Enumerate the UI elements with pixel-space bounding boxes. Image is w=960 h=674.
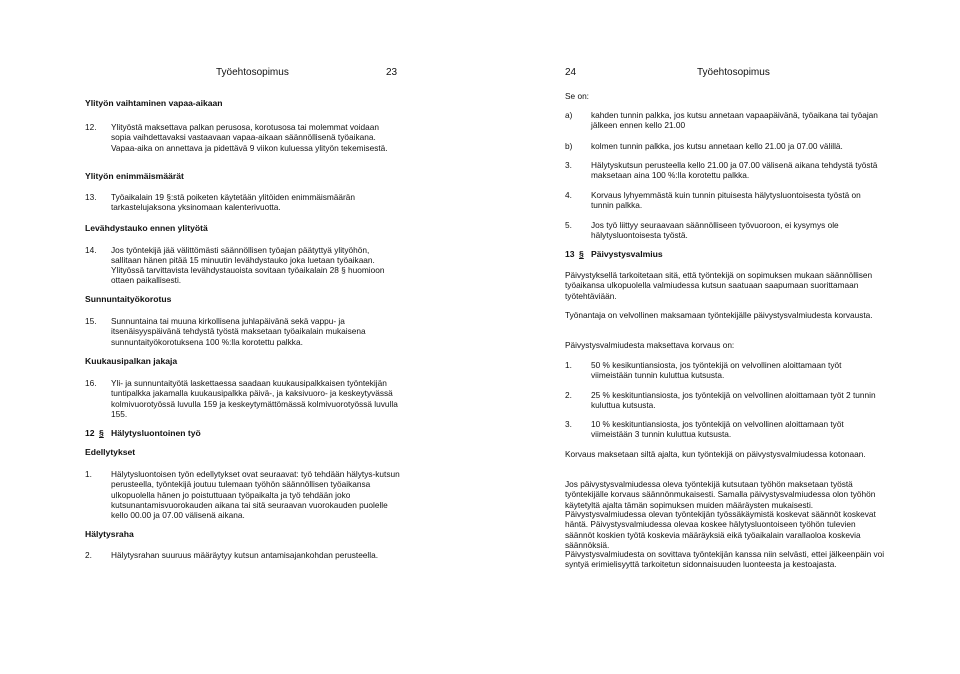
- korvaus-item-1: 50 % kesikuntiansiosta, jos työntekijä on velvollinen aloittamaan työt viimeistään tunnin kuluttua kutsusta.: [591, 360, 842, 381]
- paragraph-r3: Hälytyskutsun perusteella kello 21.00 ja 07.00 välisenä aikana tehdystä työstä maksetaan aina 100 %:lla korotettu palkka.: [591, 160, 878, 181]
- section-symbol: §: [99, 428, 104, 438]
- item-number: 16.: [85, 378, 97, 388]
- right-page-number: 24: [565, 67, 577, 78]
- paragraph-4: Korvaus maksetaan siltä ajalta, kun työntekijä on päivystysvalmiudessa kotonaan.: [565, 449, 866, 459]
- korvaus-item-2: 25 % keskituntiansiosta, jos työntekijä on velvollinen aloittamaan työt 2 tunnin kuluttua kutsusta.: [591, 390, 876, 411]
- item-number: 4.: [565, 190, 572, 200]
- paragraph-2: Työnantaja on velvollinen maksamaan työntekijälle päivystysvalmiudesta korvausta.: [565, 310, 873, 320]
- item-number: 14.: [85, 245, 97, 255]
- right-header-title: Työehtosopimus: [697, 67, 770, 78]
- paragraph-r4: Korvaus lyhyemmästä kuin tunnin pituisesta hälytysluontoisesta työstä on tunnin palkka.: [591, 190, 861, 211]
- paragraph-12: Ylityöstä maksettava palkan perusosa, korotusosa tai molemmat voidaan sopia vaihdettavaksi vastaavaan vapaa-aikaan säännöllisenä työaikana. Vapaa-aika on annettava ja pidettävä 9 viikon kuluessa ylityön tekemisestä.: [111, 122, 388, 153]
- paragraph-7: Päivystysvalmiudesta on sovittava työntekijän kanssa niin selvästi, ettei jälkeenpäin voi syntyä erimielisyyttä tarkoitetun sidonnaisuuden luonteesta ja kestoajasta.: [565, 549, 885, 570]
- section-12-number: 12: [85, 428, 95, 438]
- section-13-number: 13: [565, 249, 575, 259]
- heading-halytysraha: Hälytysraha: [85, 529, 134, 539]
- item-number: 1.: [565, 360, 572, 370]
- item-number: 3.: [565, 160, 572, 170]
- heading-kuukausipalkan-jakaja: Kuukausipalkan jakaja: [85, 356, 178, 366]
- paragraph-3: Päivystysvalmiudesta maksettava korvaus on:: [565, 340, 735, 350]
- paragraph-14b: Ylityössä tarvittavista levähdystauoista sovitaan työaikalain 28 § huomioon ottaen paikallisesti.: [111, 265, 385, 286]
- korvaus-item-3: 10 % keskituntiansiosta, jos työntekijä on velvollinen aloittamaan työt viimeistään 3 tunnin kuluttua kutsusta.: [591, 419, 844, 440]
- list-label-b: b): [565, 141, 573, 151]
- item-number: 2.: [565, 390, 572, 400]
- heading-ylityon-vaihtaminen: Ylityön vaihtaminen vapaa-aikaan: [85, 98, 223, 108]
- paragraph-14a: Jos työntekijä jää välittömästi säännöllisen työajan päätyttyä ylityöhön, sallitaan hänen pitää 15 minuutin levähdystauko joka luetaan työaikaan.: [111, 245, 375, 266]
- paragraph-1: Päivystyksellä tarkoitetaan sitä, että työntekijä on sopimuksen mukaan säännöllisen työaikansa ulkopuolella valmiudessa kutsun saatuaan saapumaan suorittamaan työtehtäviään.: [565, 270, 873, 301]
- heading-levahdystauko: Levähdystauko ennen ylityötä: [85, 223, 208, 233]
- heading-sunnuntaityokorotus: Sunnuntaityökorotus: [85, 294, 172, 304]
- section-12-title: Hälytysluontoinen työ: [111, 428, 201, 438]
- heading-edellytykset: Edellytykset: [85, 447, 136, 457]
- paragraph-r5: Jos työ liittyy seuraavaan säännölliseen työvuoroon, ei kysymys ole hälytysluontoisesta työstä.: [591, 220, 839, 241]
- list-item-b: kolmen tunnin palkka, jos kutsu annetaan kello 21.00 ja 07.00 välillä.: [591, 141, 843, 151]
- paragraph-15: Sunnuntaina tai muuna kirkollisena juhlapäivänä sekä vappu- ja itsenäisyyspäivänä tehdystä työstä maksetaan työaikalain mukaisena sunnuntaityökorotuksena 100 %:lla korotettu palkka.: [111, 316, 366, 347]
- item-number: 1.: [85, 469, 92, 479]
- item-number: 15.: [85, 316, 97, 326]
- item-number: 3.: [565, 419, 572, 429]
- paragraph-16: Yli- ja sunnuntaityötä laskettaessa saadaan kuukausipalkkaisen työntekijän tuntipalkka jakamalla kuukausipalkka päivä-, ja kaksivuoro- ja keskeytyvässä kolmivuorotyössä luvulla 159 ja keskeytymättömässä kolmivuorotyössä luvulla 155.: [111, 378, 398, 419]
- paragraph-halytysraha-2: Hälytysrahan suuruus määräytyy kutsun antamisajankohdan perusteella.: [111, 550, 379, 560]
- section-symbol: §: [579, 249, 584, 259]
- paragraph-13: Työaikalain 19 §:stä poiketen käytetään ylitöiden enimmäismäärän tarkastelujaksona yksinomaan kalenterivuotta.: [111, 192, 355, 213]
- left-header-title: Työehtosopimus: [216, 67, 289, 78]
- item-number: 13.: [85, 192, 97, 202]
- paragraph-5: Jos päivystysvalmiudessa oleva työntekijä kutsutaan työhön maksetaan työstä työntekijälle korvaus säännönmukaisesti. Samalla päivystysvalmiudessa olon työhön käytetyltä ajalta tämän sopimuksen muiden määräysten mukaisesti.: [565, 479, 876, 510]
- se-on-label: Se on:: [565, 91, 589, 101]
- item-number: 2.: [85, 550, 92, 560]
- paragraph-6: Päivystysvalmiudessa olevan työntekijän työssäkäymistä koskevat säännöt koskevat häntä. Päivystysvalmiudessa olevaa koskee hälytysluontoiseen työhön tulevien säännöt koskien työtä koskevia määräyksiä eikä työaikalain varallaoloa koskevia säännöksiä.: [565, 509, 876, 550]
- item-number: 12.: [85, 122, 97, 132]
- left-page-number: 23: [386, 67, 398, 78]
- item-number: 5.: [565, 220, 572, 230]
- paragraph-edellytykset-1: Hälytysluontoisen työn edellytykset ovat seuraavat: työ tehdään hälytys-kutsun perusteella, työntekijä joutuu tulemaan työhön säännöllisen työaikansa ulkopuolella hänen jo poistuttuaan työpaikalta ja työ tehdään joko kutsunantamisvuorokauden aikana tai sitä seuraavan vuorokauden puolelle kello 00.00 ja 07.00 välisenä aikana.: [111, 469, 400, 521]
- list-item-a: kahden tunnin palkka, jos kutsu annetaan vapaapäivänä, työaikana tai työajan jälkeen ennen kello 21.00: [591, 110, 878, 131]
- heading-ylityon-enimmaismaarat: Ylityön enimmäismäärät: [85, 171, 184, 181]
- list-label-a: a): [565, 110, 573, 120]
- section-13-title: Päivystysvalmius: [591, 249, 663, 259]
